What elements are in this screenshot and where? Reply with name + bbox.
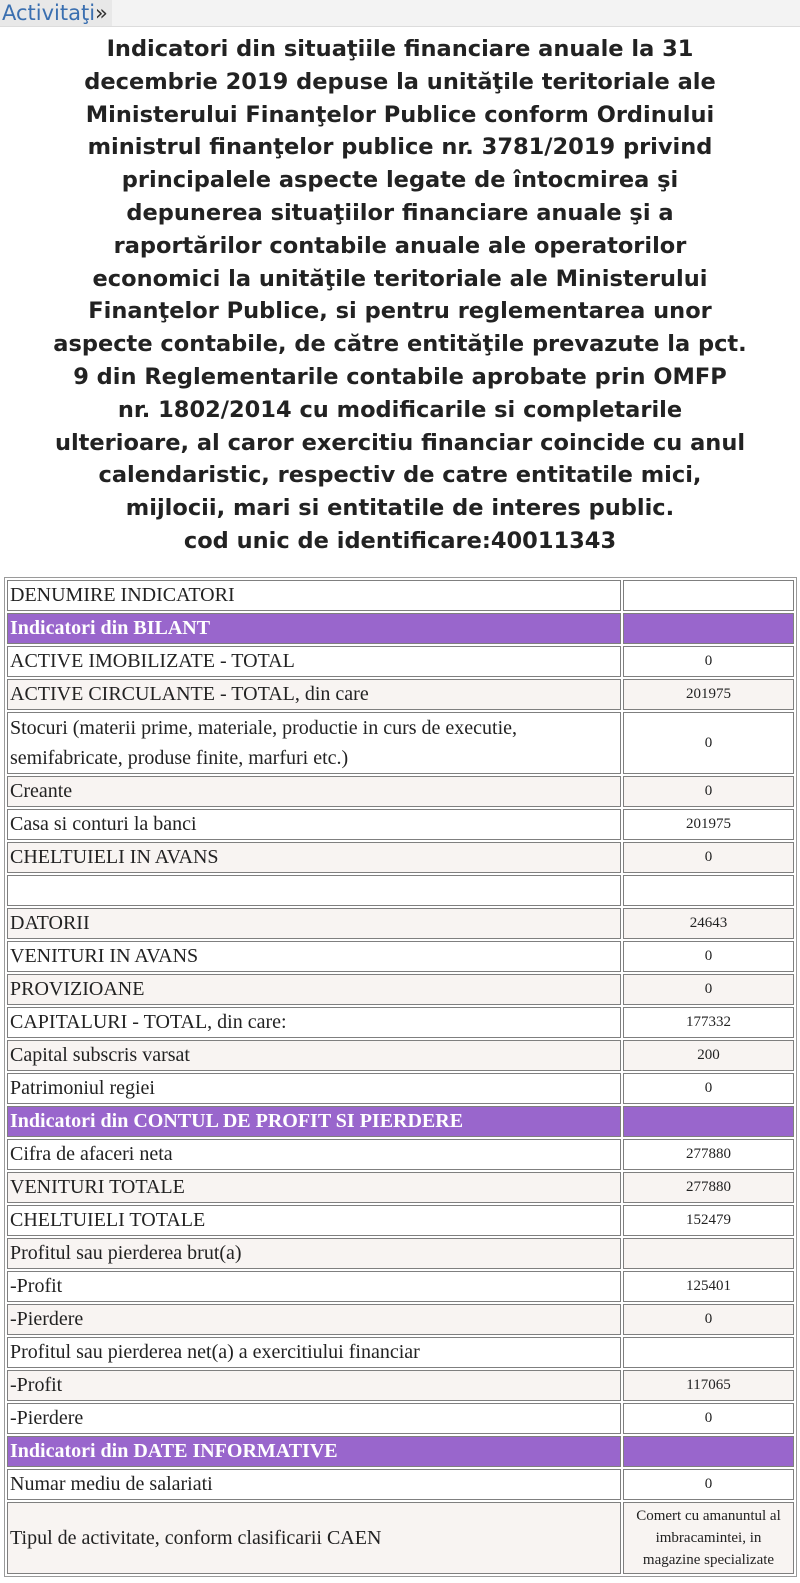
- indicator-label: CHELTUIELI TOTALE: [7, 1205, 621, 1236]
- indicator-label: ACTIVE CIRCULANTE - TOTAL, din care: [7, 679, 621, 710]
- table-row: [7, 712, 794, 774]
- section-value: [623, 1106, 794, 1137]
- indicator-label: Casa si conturi la banci: [7, 809, 621, 840]
- indicator-label: -Pierdere: [7, 1403, 621, 1434]
- section-title: Indicatori din BILANT: [7, 613, 621, 644]
- indicator-value: 0: [623, 842, 794, 873]
- title-line: calendaristic, respectiv de catre entitatile mici,: [98, 462, 702, 489]
- indicator-label: Numar mediu de salariati: [7, 1469, 621, 1500]
- indicator-value: 117065: [623, 1370, 794, 1401]
- table-row: [7, 842, 794, 873]
- indicator-label: -Profit: [7, 1271, 621, 1302]
- table-row: [7, 1040, 794, 1071]
- title-line: ulterioare, al caror exercitiu financiar coincide cu anul: [54, 429, 746, 456]
- title-line: decembrie 2019 depuse la unităţile teritoriale ale: [84, 68, 716, 95]
- section-value: [623, 1436, 794, 1467]
- breadcrumb-label: Activitaţi: [2, 1, 96, 25]
- indicator-value: 0: [623, 646, 794, 677]
- title-line: Finanţelor Publice, si pentru reglementarea unor: [88, 298, 712, 325]
- header-value-cell: [623, 580, 794, 611]
- indicator-label: DATORII: [7, 908, 621, 939]
- indicator-label: Profitul sau pierderea net(a) a exercitiului financiar: [7, 1337, 621, 1368]
- indicator-label: Profitul sau pierderea brut(a): [7, 1238, 621, 1269]
- table-row: [7, 1205, 794, 1236]
- table-row: [7, 1304, 794, 1335]
- indicator-value: 0: [623, 1073, 794, 1104]
- indicator-value: 277880: [623, 1139, 794, 1170]
- indicator-value: [623, 1337, 794, 1368]
- indicator-value: 24643: [623, 908, 794, 939]
- empty-row: [7, 875, 794, 906]
- title-line: principalele aspecte legate de întocmirea şi: [121, 167, 679, 194]
- indicator-value: 177332: [623, 1007, 794, 1038]
- table-row: [7, 1172, 794, 1203]
- indicator-value: 0: [623, 712, 794, 774]
- title-line: depunerea situaţiilor financiare anuale şi a: [126, 199, 674, 226]
- indicator-value: 200: [623, 1040, 794, 1071]
- title-line: 9 din Reglementarile contabile aprobate prin OMFP: [73, 363, 727, 390]
- indicator-label: VENITURI IN AVANS: [7, 941, 621, 972]
- indicator-label: -Pierdere: [7, 1304, 621, 1335]
- indicator-value: [623, 1238, 794, 1269]
- table-row: [7, 1469, 794, 1500]
- section-value: [623, 613, 794, 644]
- caen-activity-value: Comert cu amanuntul al imbracamintei, in magazine specializate: [623, 1502, 794, 1574]
- title-line: ministrul finanţelor publice nr. 3781/2019 privind: [87, 134, 713, 161]
- section-title: Indicatori din CONTUL DE PROFIT SI PIERDERE: [7, 1106, 621, 1137]
- indicator-label: PROVIZIOANE: [7, 974, 621, 1005]
- table-row: [7, 679, 794, 710]
- section-row-date-informative: [7, 1436, 794, 1467]
- indicator-value: 201975: [623, 679, 794, 710]
- indicator-label: ACTIVE IMOBILIZATE - TOTAL: [7, 646, 621, 677]
- table-row: [7, 941, 794, 972]
- indicators-table-frame: [4, 577, 797, 1577]
- indicator-value: 0: [623, 1304, 794, 1335]
- indicator-value: 0: [623, 941, 794, 972]
- indicator-label: CHELTUIELI IN AVANS: [7, 842, 621, 873]
- indicator-label: Stocuri (materii prime, materiale, productie in curs de executie, semifabricate, produse finite, marfuri etc.): [7, 712, 621, 774]
- indicator-label: Creante: [7, 776, 621, 807]
- indicator-label: CAPITALURI - TOTAL, din care:: [7, 1007, 621, 1038]
- table-row: [7, 1139, 794, 1170]
- indicator-value: 152479: [623, 1205, 794, 1236]
- table-row: [7, 1007, 794, 1038]
- section-row-profit-pierdere: [7, 1106, 794, 1137]
- table-row: [7, 1073, 794, 1104]
- indicator-value: 277880: [623, 1172, 794, 1203]
- table-row: [7, 1238, 794, 1269]
- section-row-bilant: [7, 613, 794, 644]
- table-row: [7, 908, 794, 939]
- indicator-label: Patrimoniul regiei: [7, 1073, 621, 1104]
- breadcrumb-separator: »: [95, 1, 108, 25]
- indicator-label: -Profit: [7, 1370, 621, 1401]
- table-row: [7, 1370, 794, 1401]
- indicator-value: 0: [623, 974, 794, 1005]
- indicator-value: 0: [623, 776, 794, 807]
- breadcrumb-link-activitati[interactable]: [0, 0, 112, 26]
- section-title: Indicatori din DATE INFORMATIVE: [7, 1436, 621, 1467]
- indicator-label: Cifra de afaceri neta: [7, 1139, 621, 1170]
- title-line: Indicatori din situaţiile financiare anuale la 31: [106, 36, 694, 62]
- indicator-value: 0: [623, 1469, 794, 1500]
- indicator-label: VENITURI TOTALE: [7, 1172, 621, 1203]
- title-line: aspecte contabile, de către entităţile prevazute la pct.: [53, 331, 747, 358]
- indicator-label: Capital subscris varsat: [7, 1040, 621, 1071]
- indicator-value: 125401: [623, 1271, 794, 1302]
- page-title: [0, 27, 800, 568]
- title-line: nr. 1802/2014 cu modificarile si completarile: [117, 396, 683, 423]
- title-line: economici la unităţile teritoriale ale Ministerului: [92, 265, 708, 292]
- table-row: [7, 1271, 794, 1302]
- table-row: [7, 809, 794, 840]
- indicator-label: [7, 875, 621, 906]
- title-line: mijlocii, mari si entitatile de interes public.: [125, 495, 675, 522]
- title-line: raportărilor contabile anuale ale operatorilor: [113, 232, 687, 259]
- table-row-caen: [7, 1502, 794, 1574]
- table-row: [7, 1337, 794, 1368]
- table-row: [7, 1403, 794, 1434]
- table-row: [7, 646, 794, 677]
- table-header-row: [7, 580, 794, 611]
- indicator-label: Tipul de activitate, conform clasificarii CAEN: [7, 1502, 621, 1574]
- table-row: [7, 974, 794, 1005]
- indicators-table: [5, 578, 796, 1576]
- table-row: [7, 776, 794, 807]
- indicator-value: [623, 875, 794, 906]
- indicator-value: 0: [623, 1403, 794, 1434]
- company-id: cod unic de identificare:40011343: [183, 527, 617, 554]
- header-label-cell: DENUMIRE INDICATORI: [7, 580, 621, 611]
- indicator-value: 201975: [623, 809, 794, 840]
- title-line: Ministerului Finanţelor Publice conform Ordinului: [85, 101, 715, 128]
- top-breadcrumb-bar: [0, 0, 800, 27]
